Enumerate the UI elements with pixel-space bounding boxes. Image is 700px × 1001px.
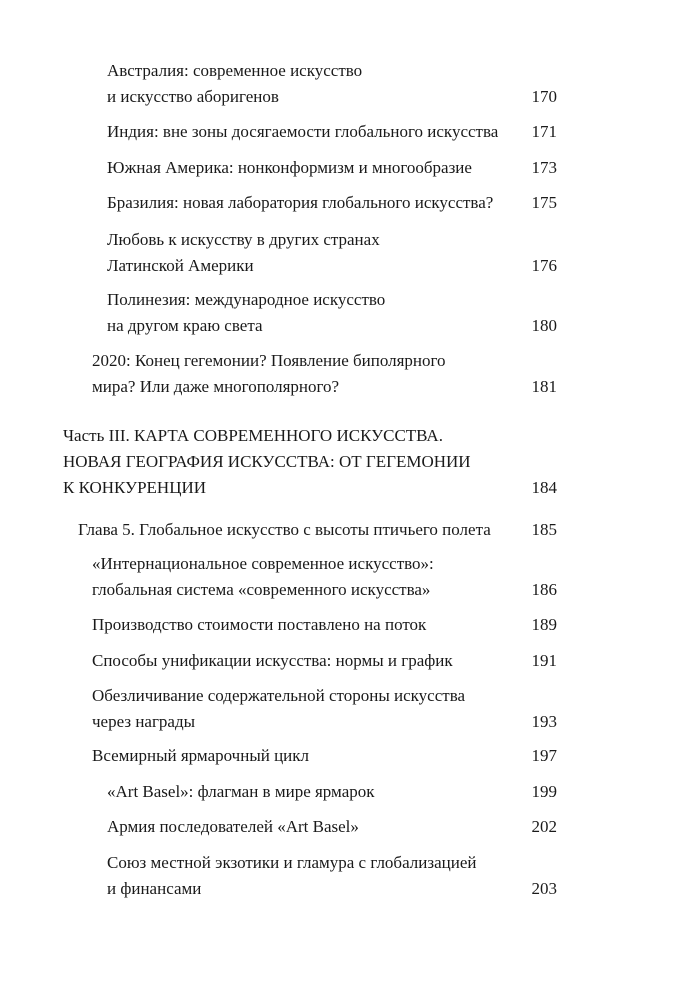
toc-page-number: 180 xyxy=(531,316,557,335)
toc-page-number: 181 xyxy=(531,377,557,396)
toc-entry-india xyxy=(107,119,557,145)
toc-entry-title: Армия последователей «Art Basel» xyxy=(107,817,359,836)
toc-entry-2020 xyxy=(92,348,557,400)
toc-entry-latin-america xyxy=(107,227,557,279)
toc-entry-awards xyxy=(92,683,557,735)
toc-entry-brazil xyxy=(107,190,557,216)
toc-entry-title: Часть III. КАРТА СОВРЕМЕННОГО ИСКУССТВА. НОВАЯ ГЕОГРАФИЯ ИСКУССТВА: ОТ ГЕГЕМОНИИ К КОНКУРЕНЦИИ xyxy=(63,426,471,497)
toc-page-number: 191 xyxy=(531,651,557,670)
toc-page-number: 171 xyxy=(531,122,557,141)
toc-entry-title: Обезличивание содержательной стороны искусства через награды xyxy=(92,686,466,731)
toc-entry-title: Любовь к искусству в других странах Латинской Америки xyxy=(107,230,380,275)
toc-entry-art-basel xyxy=(107,779,557,805)
toc-entry-exotics-glamour xyxy=(107,850,557,902)
toc-entry-title: Полинезия: международное искусство на другом краю света xyxy=(107,290,386,335)
toc-page-number: 184 xyxy=(531,478,557,497)
toc-page-number: 202 xyxy=(531,817,557,836)
toc-entry-title: 2020: Конец гегемонии? Появление биполярного мира? Или даже многополярного? xyxy=(92,351,446,396)
toc-page-number: 197 xyxy=(531,746,557,765)
toc-entry-polynesia xyxy=(107,287,557,339)
toc-page-number: 176 xyxy=(531,256,557,275)
toc-page-number: 193 xyxy=(531,712,557,731)
toc-page-number: 173 xyxy=(531,158,557,177)
toc-page-number: 185 xyxy=(531,520,557,539)
toc-entry-australia xyxy=(107,58,557,110)
toc-entry-south-america xyxy=(107,155,557,181)
toc-entry-title: Союз местной экзотики и гламура с глобализацией и финансами xyxy=(107,853,477,898)
toc-entry-chapter-5 xyxy=(78,517,557,543)
toc-entry-international-art xyxy=(92,551,557,603)
toc-entry-title: Глава 5. Глобальное искусство с высоты птичьего полета xyxy=(78,520,491,539)
toc-entry-fair-cycle xyxy=(92,743,557,769)
toc-page-number: 203 xyxy=(531,879,557,898)
toc-entry-art-basel-followers xyxy=(107,814,557,840)
toc-page-number: 199 xyxy=(531,782,557,801)
toc-entry-title: Южная Америка: нонконформизм и многообразие xyxy=(107,158,472,177)
toc-entry-unification xyxy=(92,648,557,674)
toc-entry-title: «Art Basel»: флагман в мире ярмарок xyxy=(107,782,375,801)
toc-page-number: 175 xyxy=(531,193,557,212)
toc-page-number: 186 xyxy=(531,580,557,599)
toc-entry-part-3 xyxy=(63,423,557,501)
toc-entry-title: Индия: вне зоны досягаемости глобального искусства xyxy=(107,122,499,141)
toc-entry-value-production xyxy=(92,612,557,638)
toc-page-number: 189 xyxy=(531,615,557,634)
toc-entry-title: Австралия: современное искусство и искусство аборигенов xyxy=(107,61,363,106)
toc-page-number: 170 xyxy=(531,87,557,106)
toc-entry-title: Производство стоимости поставлено на поток xyxy=(92,615,427,634)
toc-entry-title: Способы унификации искусства: нормы и график xyxy=(92,651,453,670)
toc-entry-title: Всемирный ярмарочный цикл xyxy=(92,746,310,765)
toc-entry-title: «Интернациональное современное искусство»: глобальная система «современного искусства» xyxy=(92,554,434,599)
toc-entry-title: Бразилия: новая лаборатория глобального искусства? xyxy=(107,193,494,212)
